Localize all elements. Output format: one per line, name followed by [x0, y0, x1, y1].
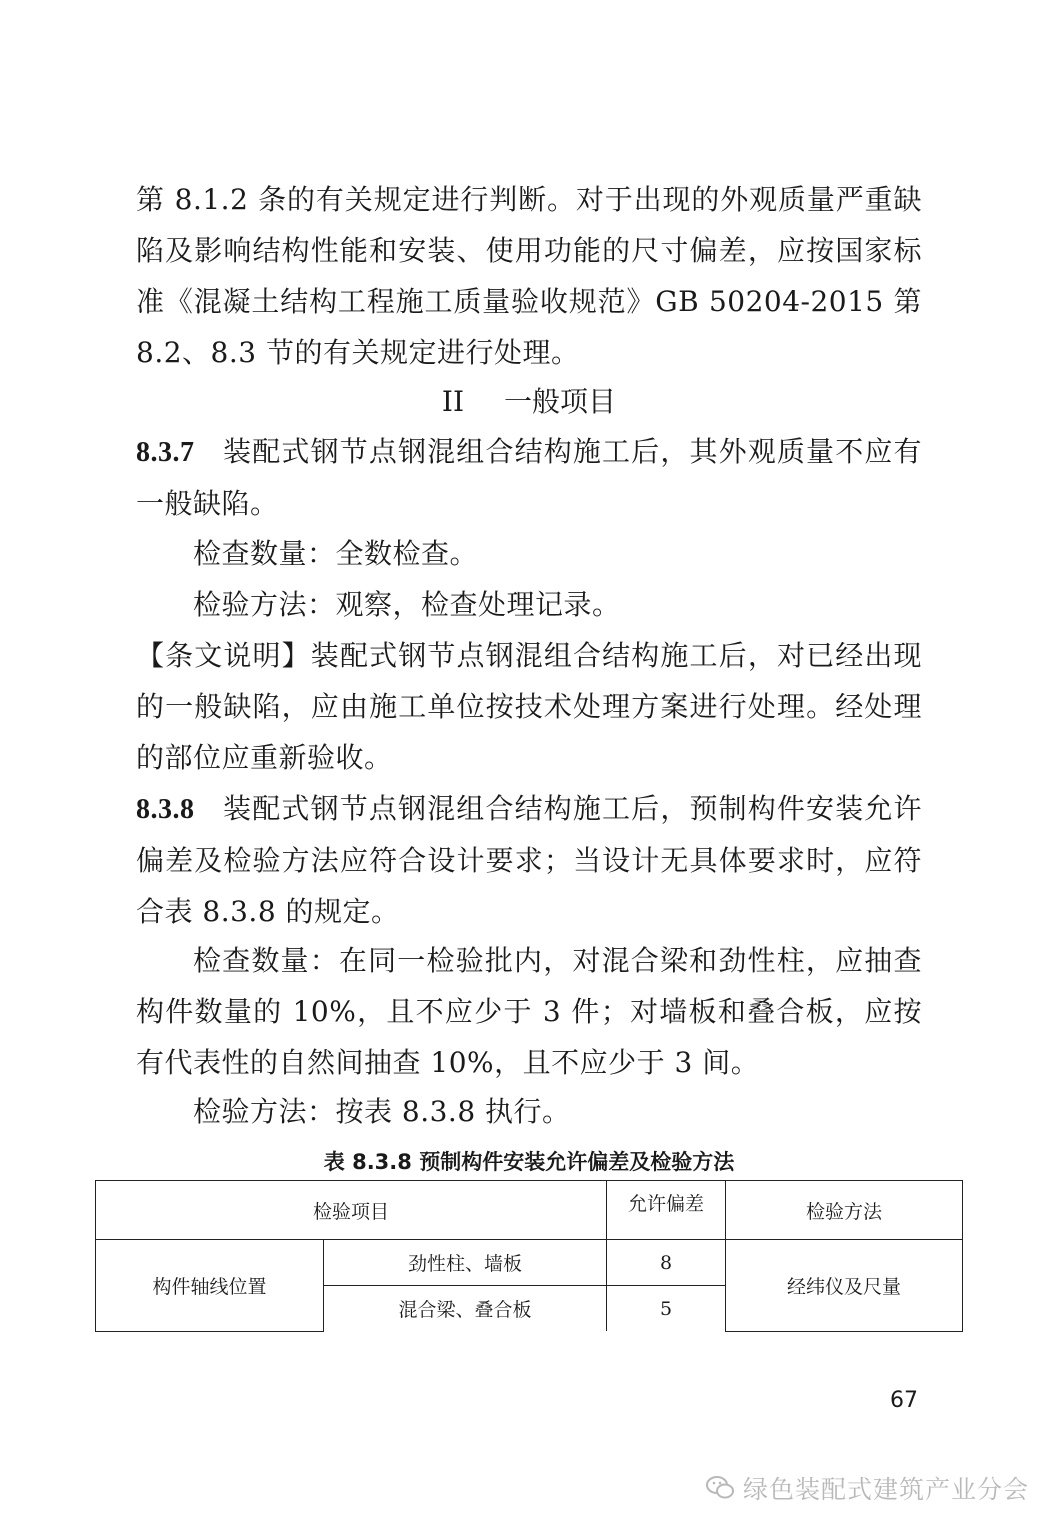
value-cell: 5 [607, 1286, 726, 1332]
group-cell: 构件轴线位置 [96, 1240, 324, 1332]
table-header-row [96, 1181, 963, 1240]
sub-item-cell: 劲性柱、墙板 [324, 1240, 607, 1286]
wechat-icon [705, 1474, 735, 1502]
tolerance-table [95, 1180, 963, 1332]
clause-8-3-8 [136, 783, 922, 937]
check-quantity: 检查数量：在同一检验批内，对混合梁和劲性柱，应抽查构件数量的 10%，且不应少于 3 件；对墙板和叠合板，应按有代表性的自然间抽查 10%，且不应少于 3 间。 [136, 944, 922, 1079]
paragraph-continued: 第 8.1.2 条的有关规定进行判断。对于出现的外观质量严重缺陷及影响结构性能和安装、使用功能的尺寸偏差，应按国家标准《混凝土结构工程施工质量验收规范》GB 50204-2015 第 8.2、8.3 节的有关规定进行处理。 [136, 183, 922, 369]
sub-item-cell: 混合梁、叠合板 [324, 1286, 607, 1332]
watermark [705, 1470, 1029, 1506]
clause-number: 8.3.7 [136, 437, 195, 468]
value-cell: 8 [607, 1240, 726, 1286]
section-roman: II [441, 385, 465, 418]
page-number: 67 [890, 1388, 918, 1413]
clause-text: 装配式钢节点钢混组合结构施工后，其外观质量不应有一般缺陷。 [136, 435, 922, 520]
check-method: 检验方法：观察，检查处理记录。 [193, 588, 621, 621]
watermark-text: 绿色装配式建筑产业分会 [743, 1475, 1030, 1504]
table-row [96, 1240, 963, 1286]
clause-text: 装配式钢节点钢混组合结构施工后，预制构件安装允许偏差及检验方法应符合设计要求；当设计无具体要求时，应符合表 8.3.8 的规定。 [136, 792, 922, 928]
header-method: 检验方法 [726, 1181, 963, 1240]
header-item: 检验项目 [96, 1181, 607, 1240]
clause-number: 8.3.8 [136, 794, 195, 825]
table-caption: 表 8.3.8 预制构件安装允许偏差及检验方法 [323, 1150, 735, 1174]
header-tolerance: 允许偏差 [607, 1181, 726, 1240]
section-title: 一般项目 [504, 385, 617, 418]
check-quantity: 检查数量：全数检查。 [193, 537, 479, 570]
clause-note: 【条文说明】装配式钢节点钢混组合结构施工后，对已经出现的一般缺陷，应由施工单位按技术处理方案进行处理。经处理的部位应重新验收。 [136, 639, 922, 774]
check-method: 检验方法：按表 8.3.8 执行。 [193, 1095, 571, 1128]
section-heading [0, 376, 1058, 427]
method-cell: 经纬仪及尺量 [726, 1240, 963, 1332]
clause-8-3-7 [136, 426, 922, 529]
